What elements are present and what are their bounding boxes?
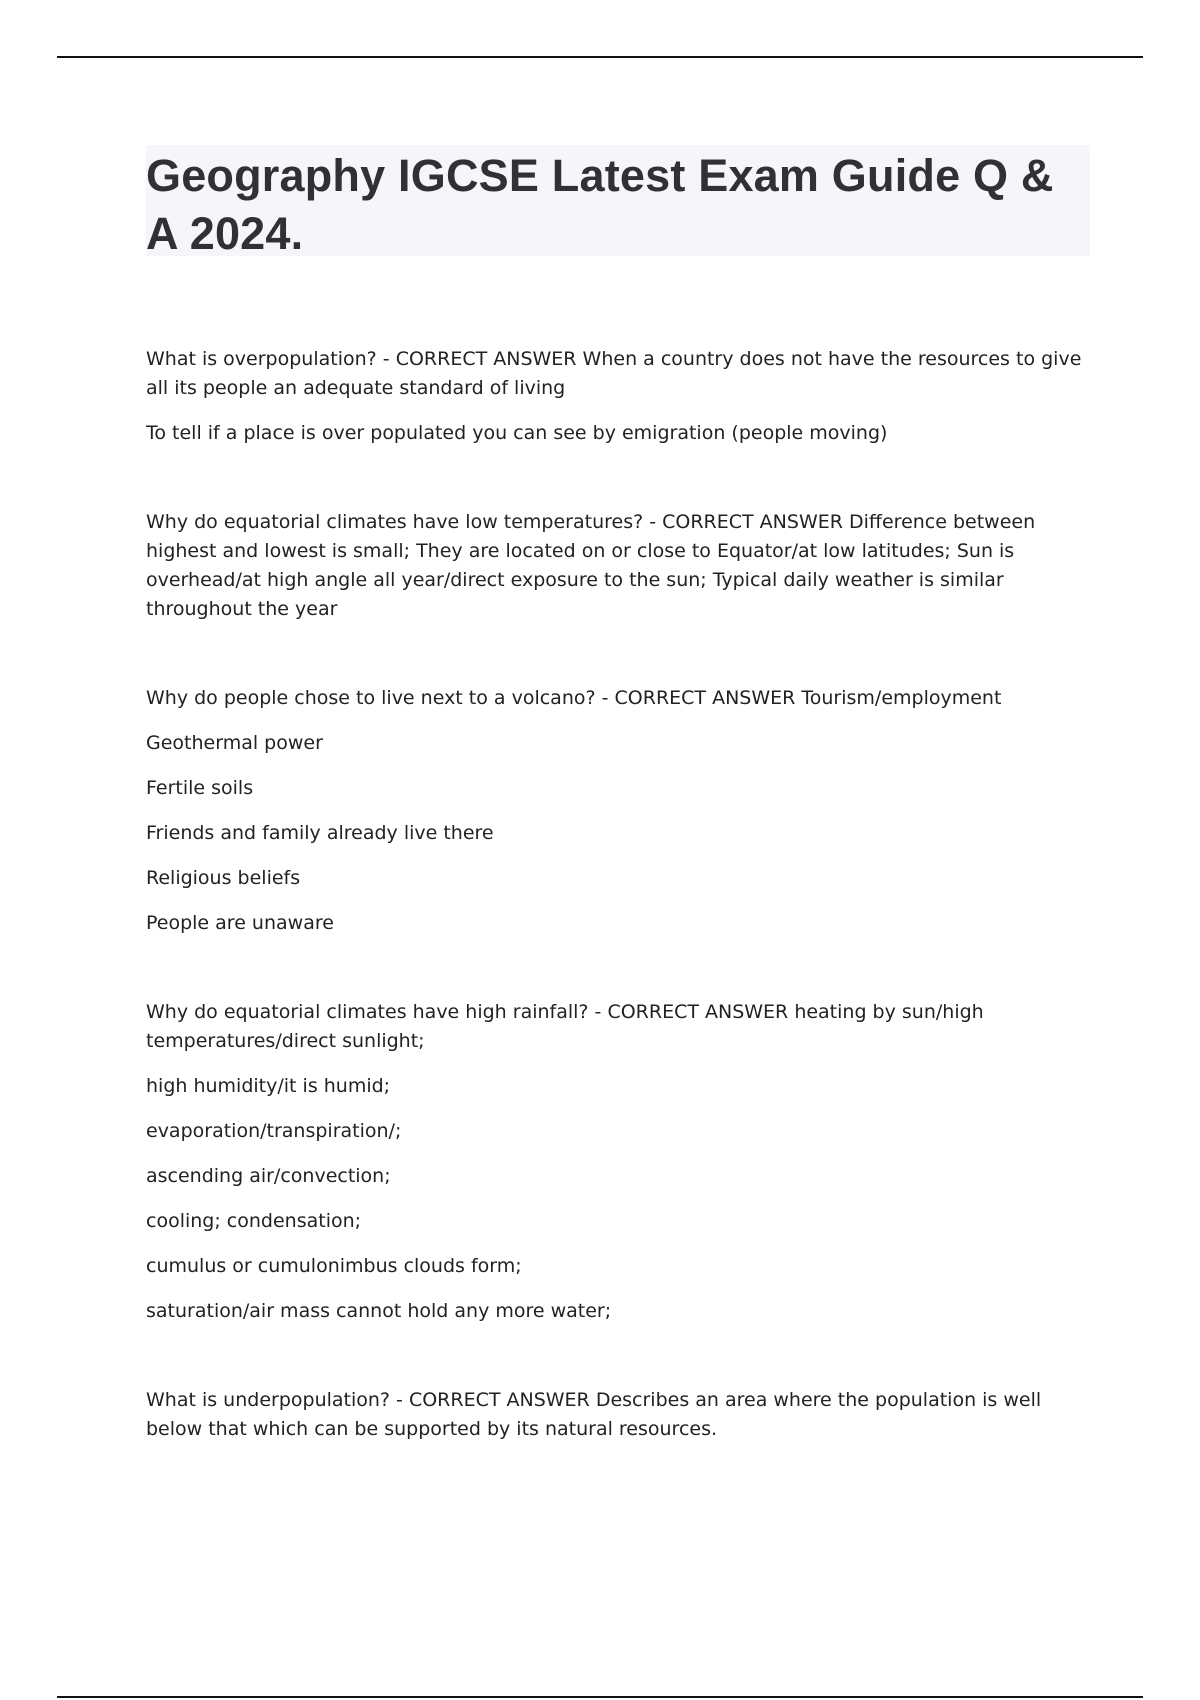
qa-question-line bbox=[146, 684, 1090, 713]
answer-extra-line: high humidity/it is humid; bbox=[146, 1075, 391, 1097]
answer-extra-line: Geothermal power bbox=[146, 732, 323, 754]
qa-item bbox=[146, 684, 1090, 938]
answer-extra-line: Fertile soils bbox=[146, 777, 254, 799]
answer-text: heating by sun/high temperatures/direct sunlight; bbox=[146, 1001, 984, 1052]
answer-text: Describes an area where the population is well below that which can be supported by its natural resources. bbox=[146, 1389, 1042, 1440]
answer-extra-line: People are unaware bbox=[146, 912, 334, 934]
qa-separator: - bbox=[588, 1001, 608, 1023]
page-title: Geography IGCSE Latest Exam Guide Q & A 2024. bbox=[146, 150, 1054, 259]
answer-label: CORRECT ANSWER bbox=[607, 1001, 789, 1023]
answer-extra-line: ascending air/convection; bbox=[146, 1165, 391, 1187]
qa-separator: - bbox=[595, 687, 615, 709]
question-text: What is underpopulation? bbox=[146, 1389, 391, 1411]
answer-text: Difference between highest and lowest is small; They are located on or close to Equator/at low latitudes; Sun is overhead/at high angle all year/direct exposure to the sun; Typical daily weather is similar throughout the year bbox=[146, 511, 1036, 620]
answer-label: CORRECT ANSWER bbox=[614, 687, 796, 709]
answer-label: CORRECT ANSWER bbox=[408, 1389, 590, 1411]
answer-extra-line: cumulus or cumulonimbus clouds form; bbox=[146, 1255, 522, 1277]
qa-item bbox=[146, 508, 1090, 624]
title-banner bbox=[146, 145, 1090, 259]
qa-question-line bbox=[146, 345, 1090, 403]
answer-extra-line: Friends and family already live there bbox=[146, 822, 494, 844]
qa-question-line bbox=[146, 1386, 1090, 1444]
question-text: Why do equatorial climates have high rainfall? bbox=[146, 1001, 589, 1023]
qa-separator: - bbox=[390, 1389, 409, 1411]
answer-extra-line: saturation/air mass cannot hold any more water; bbox=[146, 1300, 612, 1322]
qa-question-line bbox=[146, 998, 1090, 1056]
answer-label: CORRECT ANSWER bbox=[662, 511, 843, 533]
qa-question-line bbox=[146, 508, 1090, 624]
qa-list bbox=[146, 345, 1090, 1504]
qa-separator: - bbox=[376, 348, 396, 370]
qa-item bbox=[146, 1386, 1090, 1444]
top-rule bbox=[57, 56, 1143, 58]
answer-extra-line: cooling; condensation; bbox=[146, 1210, 362, 1232]
question-text: Why do people chose to live next to a volcano? bbox=[146, 687, 596, 709]
answer-extra-line: evaporation/transpiration/; bbox=[146, 1120, 402, 1142]
qa-item bbox=[146, 998, 1090, 1326]
answer-text: Tourism/employment bbox=[801, 687, 1002, 709]
answer-extra-line: Religious beliefs bbox=[146, 867, 301, 889]
answer-extra-line: To tell if a place is over populated you can see by emigration (people moving) bbox=[146, 422, 888, 444]
answer-text: When a country does not have the resources to give all its people an adequate standard of living bbox=[146, 348, 1082, 399]
question-text: What is overpopulation? bbox=[146, 348, 377, 370]
question-text: Why do equatorial climates have low temperatures? bbox=[146, 511, 644, 533]
qa-item bbox=[146, 345, 1090, 448]
bottom-rule bbox=[57, 1696, 1143, 1698]
qa-separator: - bbox=[643, 511, 663, 533]
answer-label: CORRECT ANSWER bbox=[395, 348, 577, 370]
